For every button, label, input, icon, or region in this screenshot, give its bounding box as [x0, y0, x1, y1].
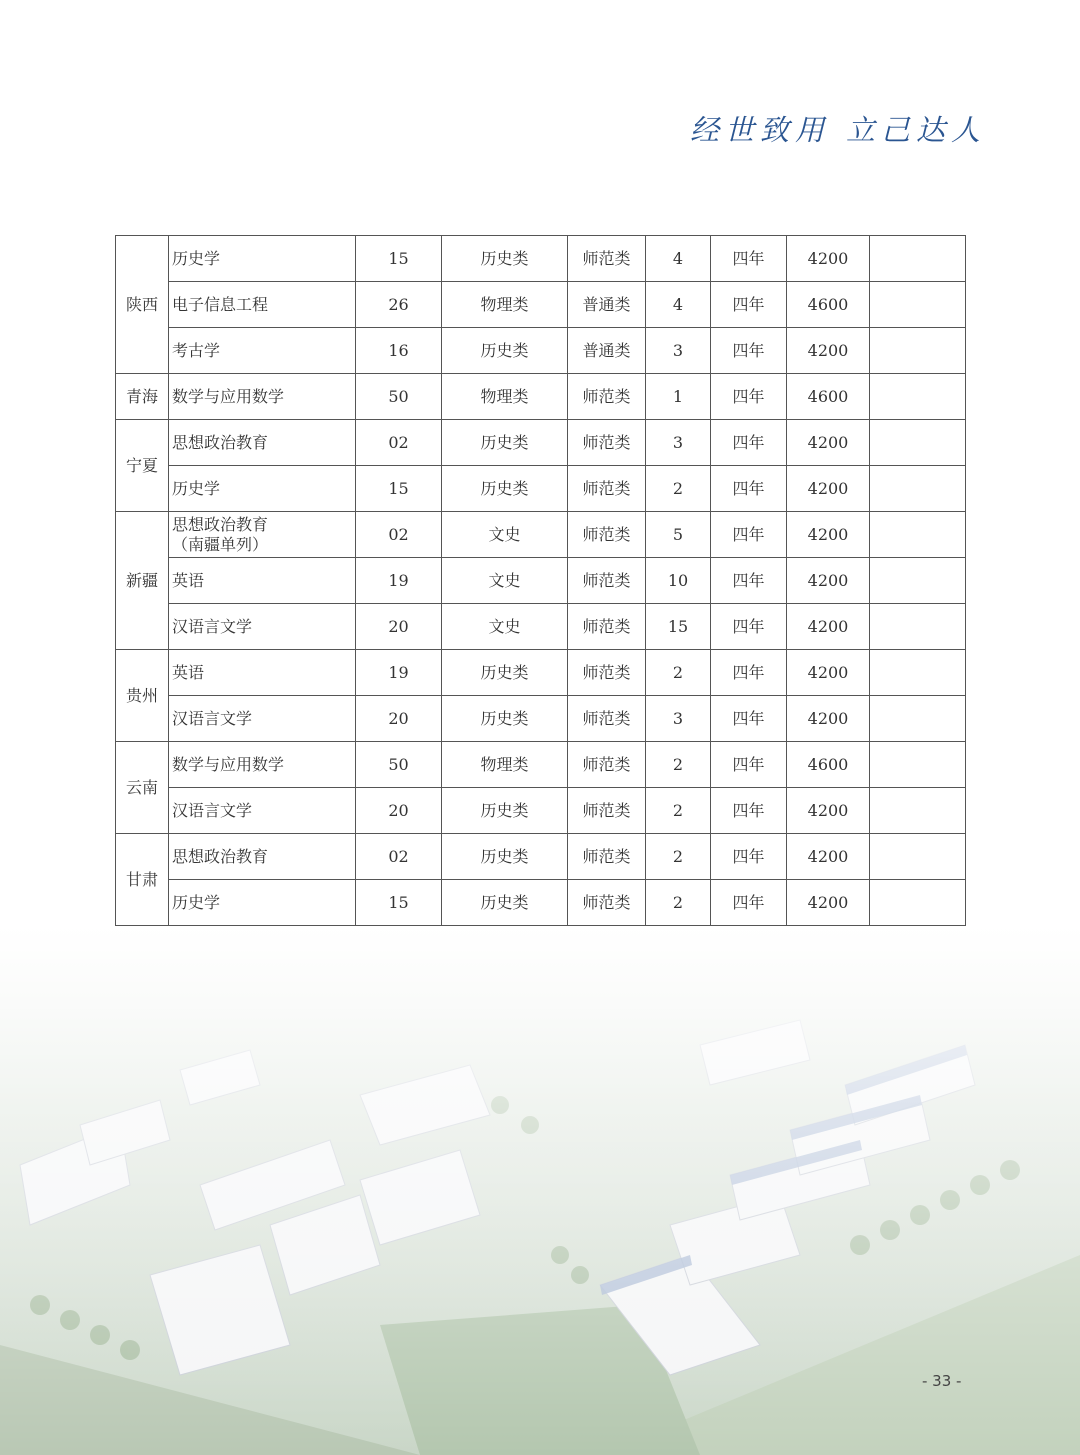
quota-cell: 2 [646, 742, 711, 788]
code-cell: 20 [356, 788, 442, 834]
duration-cell: 四年 [711, 880, 787, 926]
duration-cell: 四年 [711, 834, 787, 880]
province-cell: 贵州 [116, 650, 169, 742]
quota-cell: 2 [646, 880, 711, 926]
quota-cell: 15 [646, 604, 711, 650]
subject-cell: 历史类 [442, 236, 568, 282]
table-row [116, 650, 966, 696]
table-row [116, 880, 966, 926]
table-row [116, 512, 966, 558]
table-row [116, 282, 966, 328]
page-motto [690, 108, 987, 149]
note-cell [870, 374, 966, 420]
subject-cell: 历史类 [442, 328, 568, 374]
note-cell [870, 558, 966, 604]
category-cell: 师范类 [568, 788, 646, 834]
note-cell [870, 650, 966, 696]
province-cell: 甘肃 [116, 834, 169, 926]
major-cell: 电子信息工程 [169, 282, 356, 328]
note-cell [870, 512, 966, 558]
fee-cell: 4200 [787, 236, 870, 282]
category-cell: 普通类 [568, 282, 646, 328]
quota-cell: 1 [646, 374, 711, 420]
quota-cell: 4 [646, 236, 711, 282]
fee-cell: 4200 [787, 880, 870, 926]
category-cell: 师范类 [568, 880, 646, 926]
table-row [116, 558, 966, 604]
duration-cell: 四年 [711, 512, 787, 558]
fee-cell: 4200 [787, 696, 870, 742]
note-cell [870, 328, 966, 374]
note-cell [870, 604, 966, 650]
code-cell: 20 [356, 696, 442, 742]
duration-cell: 四年 [711, 328, 787, 374]
major-cell: 英语 [169, 650, 356, 696]
major-cell: 汉语言文学 [169, 788, 356, 834]
category-cell: 师范类 [568, 604, 646, 650]
quota-cell: 3 [646, 328, 711, 374]
province-cell: 青海 [116, 374, 169, 420]
major-cell: 历史学 [169, 880, 356, 926]
subject-cell: 物理类 [442, 282, 568, 328]
quota-cell: 3 [646, 420, 711, 466]
category-cell: 师范类 [568, 512, 646, 558]
note-cell [870, 834, 966, 880]
major-line2: （南疆单列） [172, 534, 269, 554]
page-number: - 33 - [922, 1372, 962, 1390]
note-cell [870, 466, 966, 512]
duration-cell: 四年 [711, 466, 787, 512]
duration-cell: 四年 [711, 788, 787, 834]
quota-cell: 10 [646, 558, 711, 604]
code-cell: 15 [356, 466, 442, 512]
note-cell [870, 788, 966, 834]
major-cell [169, 512, 356, 558]
subject-cell: 文史 [442, 558, 568, 604]
quota-cell: 2 [646, 788, 711, 834]
quota-cell: 2 [646, 650, 711, 696]
subject-cell: 物理类 [442, 374, 568, 420]
duration-cell: 四年 [711, 696, 787, 742]
quota-cell: 5 [646, 512, 711, 558]
subject-cell: 文史 [442, 512, 568, 558]
duration-cell: 四年 [711, 604, 787, 650]
code-cell: 15 [356, 236, 442, 282]
major-cell: 数学与应用数学 [169, 374, 356, 420]
duration-cell: 四年 [711, 742, 787, 788]
code-cell: 02 [356, 834, 442, 880]
table-row [116, 420, 966, 466]
major-cell: 英语 [169, 558, 356, 604]
fee-cell: 4600 [787, 282, 870, 328]
table-row [116, 604, 966, 650]
category-cell: 师范类 [568, 650, 646, 696]
subject-cell: 物理类 [442, 742, 568, 788]
quota-cell: 2 [646, 466, 711, 512]
code-cell: 19 [356, 558, 442, 604]
code-cell: 20 [356, 604, 442, 650]
major-cell: 考古学 [169, 328, 356, 374]
category-cell: 师范类 [568, 374, 646, 420]
subject-cell: 历史类 [442, 880, 568, 926]
motto-part2: 立己达人 [846, 113, 987, 147]
major-cell: 汉语言文学 [169, 604, 356, 650]
category-cell: 师范类 [568, 742, 646, 788]
fee-cell: 4600 [787, 374, 870, 420]
enrollment-plan-table [115, 235, 966, 926]
duration-cell: 四年 [711, 420, 787, 466]
note-cell [870, 880, 966, 926]
table-row [116, 328, 966, 374]
note-cell [870, 742, 966, 788]
code-cell: 26 [356, 282, 442, 328]
fee-cell: 4200 [787, 328, 870, 374]
code-cell: 02 [356, 512, 442, 558]
category-cell: 普通类 [568, 328, 646, 374]
code-cell: 02 [356, 420, 442, 466]
subject-cell: 历史类 [442, 466, 568, 512]
table-row [116, 834, 966, 880]
quota-cell: 3 [646, 696, 711, 742]
major-cell: 历史学 [169, 236, 356, 282]
code-cell: 50 [356, 742, 442, 788]
fee-cell: 4200 [787, 558, 870, 604]
duration-cell: 四年 [711, 650, 787, 696]
subject-cell: 文史 [442, 604, 568, 650]
category-cell: 师范类 [568, 236, 646, 282]
category-cell: 师范类 [568, 466, 646, 512]
table-row [116, 742, 966, 788]
province-cell: 陕西 [116, 236, 169, 374]
province-cell: 新疆 [116, 512, 169, 650]
code-cell: 50 [356, 374, 442, 420]
duration-cell: 四年 [711, 374, 787, 420]
duration-cell: 四年 [711, 558, 787, 604]
major-line1: 思想政治教育 [172, 514, 269, 534]
note-cell [870, 282, 966, 328]
fee-cell: 4200 [787, 788, 870, 834]
note-cell [870, 236, 966, 282]
province-cell: 云南 [116, 742, 169, 834]
category-cell: 师范类 [568, 834, 646, 880]
table-row [116, 236, 966, 282]
subject-cell: 历史类 [442, 420, 568, 466]
category-cell: 师范类 [568, 420, 646, 466]
table-row [116, 696, 966, 742]
subject-cell: 历史类 [442, 650, 568, 696]
motto-part1: 经世致用 [690, 113, 831, 147]
fee-cell: 4200 [787, 420, 870, 466]
fee-cell: 4200 [787, 466, 870, 512]
table-row [116, 374, 966, 420]
subject-cell: 历史类 [442, 788, 568, 834]
quota-cell: 2 [646, 834, 711, 880]
table-row [116, 788, 966, 834]
quota-cell: 4 [646, 282, 711, 328]
category-cell: 师范类 [568, 696, 646, 742]
duration-cell: 四年 [711, 236, 787, 282]
major-cell: 历史学 [169, 466, 356, 512]
fee-cell: 4200 [787, 512, 870, 558]
campus-aerial-illustration [0, 925, 1080, 1455]
major-cell: 数学与应用数学 [169, 742, 356, 788]
code-cell: 19 [356, 650, 442, 696]
note-cell [870, 420, 966, 466]
major-cell: 思想政治教育 [169, 834, 356, 880]
fee-cell: 4200 [787, 834, 870, 880]
code-cell: 15 [356, 880, 442, 926]
note-cell [870, 696, 966, 742]
code-cell: 16 [356, 328, 442, 374]
fee-cell: 4200 [787, 650, 870, 696]
major-cell: 思想政治教育 [169, 420, 356, 466]
duration-cell: 四年 [711, 282, 787, 328]
fee-cell: 4200 [787, 604, 870, 650]
fee-cell: 4600 [787, 742, 870, 788]
subject-cell: 历史类 [442, 834, 568, 880]
province-cell: 宁夏 [116, 420, 169, 512]
category-cell: 师范类 [568, 558, 646, 604]
major-cell: 汉语言文学 [169, 696, 356, 742]
subject-cell: 历史类 [442, 696, 568, 742]
table-row [116, 466, 966, 512]
